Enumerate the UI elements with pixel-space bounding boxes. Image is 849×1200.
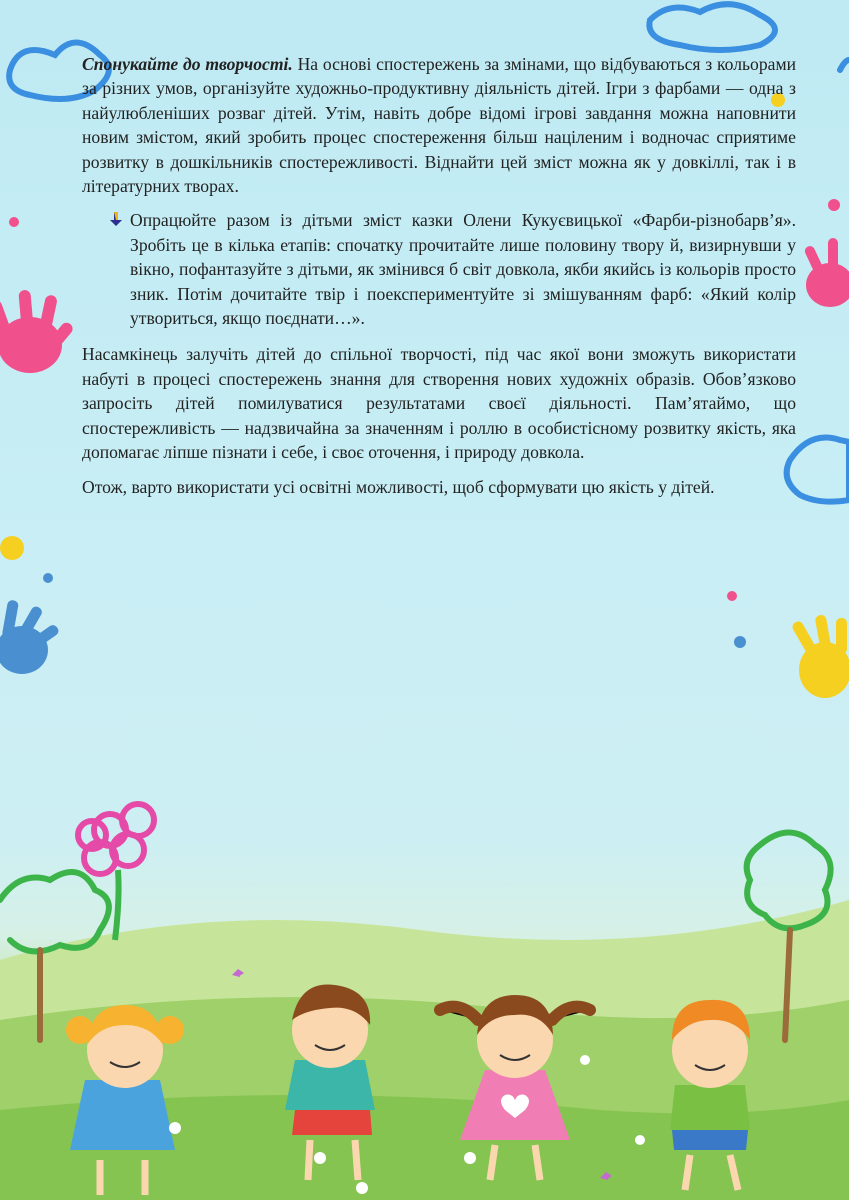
paint-dot <box>43 573 53 583</box>
cloud-icon <box>787 438 849 502</box>
paragraph-creativity <box>82 52 796 198</box>
handprint-icon <box>803 238 849 307</box>
list-item <box>82 208 796 330</box>
handprint-icon <box>791 614 849 698</box>
paint-dot <box>727 591 737 601</box>
cloud-icon <box>840 60 849 70</box>
paint-dot <box>9 217 19 227</box>
cloud-icon <box>649 4 775 50</box>
bullet-arrow-icon <box>108 211 124 227</box>
list-item-text: Опрацюйте разом із дітьми зміст казки Олени Кукуєвицької «Фарби-різнобарв’я». Зробіть це в кілька етапів: спочатку прочитайте лише половину твору й, визирнувши у вікно, пофантазуйте з дітьми, як змінився б світ довкола, якби якийсь із кольорів просто зник. Потім дочитайте твір і поекспериментуйте зі змішуванням фарб: «Який колір утвориться, якщо поєднати…». <box>130 210 796 329</box>
document-body <box>82 52 796 509</box>
paragraph-conclusion: Насамкінець залучіть дітей до спільної творчості, під час якої вони зможуть використати набуті в процесі спостережень знання для створення нових художніх образів. Обов’язково запросіть дітей помилуватися результатами своєї діяльності. Пам’ятаймо, що спостережливість — надзвичайна за значенням і роллю в особистісному розвитку якість, яка допомагає ліпше пізнати і себе, і своє оточення, і природу довкола. <box>82 344 796 463</box>
paragraph-final: Отож, варто використати усі освітні можливості, щоб сформувати цю якість у дітей. <box>82 476 715 497</box>
flower-icon <box>78 804 154 940</box>
handprint-icon <box>0 599 60 674</box>
paragraph-lead: Спонукайте до творчості. <box>82 54 293 74</box>
paint-dot <box>828 199 840 211</box>
paragraph-text: На основі спостережень за змінами, що відбуваються з кольорами за різних умов, організуйте художньо-продуктивну діяльність дітей. Ігри з фарбами — одна з найулюбленіших розваг дітей. Утім, навіть добре відомі ігрові завдання можна наповнити новим змістом, який зробить процес спостереження більш націленим і водночас сприятиме розвитку в дошкільників спостережливості. Віднайти цей зміст можна як у довкіллі, так і в літературних творах. <box>82 54 796 197</box>
handprint-icon <box>0 290 75 373</box>
paint-dot <box>0 536 24 560</box>
paint-dot <box>734 636 746 648</box>
